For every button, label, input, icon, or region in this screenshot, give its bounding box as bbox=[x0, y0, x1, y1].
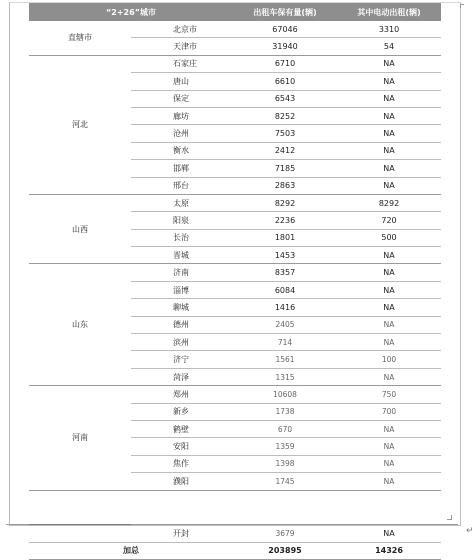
taxi-count-cell: 670 bbox=[233, 421, 337, 438]
city-cell: 沧州 bbox=[131, 125, 233, 142]
spacer-cell bbox=[131, 508, 233, 525]
city-cell: 郑州 bbox=[131, 386, 233, 403]
city-cell: 保定 bbox=[131, 91, 233, 108]
region-cell: 河南 bbox=[29, 386, 131, 490]
electric-count-cell: 3310 bbox=[337, 21, 441, 38]
electric-count-cell: 8292 bbox=[337, 195, 441, 212]
region-cell: 山东 bbox=[29, 264, 131, 386]
taxi-count-cell: 1561 bbox=[233, 351, 337, 368]
electric-count-cell: 700 bbox=[337, 404, 441, 421]
table-body bbox=[29, 21, 441, 491]
electric-count-cell: 750 bbox=[337, 386, 441, 403]
city-cell: 安阳 bbox=[131, 438, 233, 455]
taxi-count-cell: 1453 bbox=[233, 247, 337, 264]
city-cell: 开封 bbox=[131, 525, 233, 542]
spacer-cell bbox=[337, 491, 441, 508]
city-cell: 濮阳 bbox=[131, 473, 233, 490]
total-electric: 14326 bbox=[337, 543, 441, 560]
taxi-count-cell: 67046 bbox=[233, 21, 337, 38]
taxi-count-cell: 6610 bbox=[233, 73, 337, 90]
crop-mark-bottom bbox=[447, 515, 452, 520]
electric-count-cell: NA bbox=[337, 282, 441, 299]
city-cell: 淄博 bbox=[131, 282, 233, 299]
city-cell: 聊城 bbox=[131, 299, 233, 316]
electric-count-cell: NA bbox=[337, 525, 441, 542]
extra-row bbox=[29, 525, 441, 542]
city-cell: 晋城 bbox=[131, 247, 233, 264]
spacer-rows bbox=[29, 491, 441, 526]
city-cell: 阳泉 bbox=[131, 212, 233, 229]
city-cell: 衡水 bbox=[131, 143, 233, 160]
city-cell: 长治 bbox=[131, 230, 233, 247]
taxi-count-cell: 714 bbox=[233, 334, 337, 351]
taxi-count-cell: 8357 bbox=[233, 264, 337, 281]
taxi-count-cell: 6710 bbox=[233, 56, 337, 73]
taxi-count-cell: 6084 bbox=[233, 282, 337, 299]
taxi-count-cell: 1416 bbox=[233, 299, 337, 316]
region-cell bbox=[29, 525, 131, 542]
electric-count-cell: NA bbox=[337, 56, 441, 73]
electric-count-cell: NA bbox=[337, 108, 441, 125]
taxi-count-cell: 8292 bbox=[233, 195, 337, 212]
taxi-count-cell: 1359 bbox=[233, 438, 337, 455]
taxi-count-cell: 31940 bbox=[233, 38, 337, 55]
taxi-count-cell: 1398 bbox=[233, 456, 337, 473]
city-cell: 菏泽 bbox=[131, 369, 233, 386]
electric-count-cell: NA bbox=[337, 421, 441, 438]
spacer-cell bbox=[233, 491, 337, 508]
electric-count-cell: NA bbox=[337, 334, 441, 351]
city-cell: 邯郸 bbox=[131, 160, 233, 177]
taxi-count-cell: 10608 bbox=[233, 386, 337, 403]
city-cell: 邢台 bbox=[131, 178, 233, 195]
taxi-count-cell: 1745 bbox=[233, 473, 337, 490]
header-taxi-count: 出租车保有量(辆) bbox=[253, 7, 317, 17]
electric-count-cell: NA bbox=[337, 91, 441, 108]
taxi-count-cell: 2405 bbox=[233, 317, 337, 334]
electric-count-cell: NA bbox=[337, 473, 441, 490]
electric-count-cell: NA bbox=[337, 143, 441, 160]
taxi-count-cell: 2412 bbox=[233, 143, 337, 160]
taxi-count-cell: 8252 bbox=[233, 108, 337, 125]
city-cell: 焦作 bbox=[131, 456, 233, 473]
city-cell: 济宁 bbox=[131, 351, 233, 368]
taxi-count-cell: 3679 bbox=[233, 525, 337, 542]
electric-count-cell: NA bbox=[337, 160, 441, 177]
spacer-cell bbox=[29, 491, 131, 508]
electric-count-cell: NA bbox=[337, 178, 441, 195]
city-cell: 唐山 bbox=[131, 73, 233, 90]
table-header bbox=[29, 3, 441, 21]
region-cell: 山西 bbox=[29, 195, 131, 265]
electric-count-cell: NA bbox=[337, 456, 441, 473]
electric-count-cell: 54 bbox=[337, 38, 441, 55]
taxi-count-cell: 7185 bbox=[233, 160, 337, 177]
electric-count-cell: NA bbox=[337, 125, 441, 142]
total-row bbox=[29, 543, 441, 560]
crop-mark-top bbox=[460, 4, 464, 8]
taxi-count-cell: 2863 bbox=[233, 178, 337, 195]
electric-count-cell: 500 bbox=[337, 230, 441, 247]
city-cell: 廊坊 bbox=[131, 108, 233, 125]
electric-count-cell: NA bbox=[337, 264, 441, 281]
city-cell: 德州 bbox=[131, 317, 233, 334]
taxi-count-cell: 6543 bbox=[233, 91, 337, 108]
taxi-count-cell: 1315 bbox=[233, 369, 337, 386]
city-cell: 滨州 bbox=[131, 334, 233, 351]
city-cell: 太原 bbox=[131, 195, 233, 212]
city-cell: 天津市 bbox=[131, 38, 233, 55]
header-electric: 其中电动出租(辆) bbox=[357, 7, 421, 17]
region-cell: 河北 bbox=[29, 56, 131, 195]
city-cell: 北京市 bbox=[131, 21, 233, 38]
paragraph-mark-icon: ↵ bbox=[466, 526, 474, 536]
electric-count-cell: NA bbox=[337, 299, 441, 316]
city-cell: 鹤壁 bbox=[131, 421, 233, 438]
electric-count-cell: NA bbox=[337, 438, 441, 455]
city-cell: 新乡 bbox=[131, 404, 233, 421]
total-label: 加总 bbox=[29, 543, 233, 560]
spacer-cell bbox=[131, 491, 233, 508]
city-cell: 济南 bbox=[131, 264, 233, 281]
taxi-table bbox=[29, 3, 441, 560]
header-city: “2+26”城市 bbox=[106, 7, 156, 17]
total-taxis: 203895 bbox=[233, 543, 337, 560]
taxi-count-cell: 1738 bbox=[233, 404, 337, 421]
taxi-count-cell: 2236 bbox=[233, 212, 337, 229]
electric-count-cell: NA bbox=[337, 247, 441, 264]
electric-count-cell: NA bbox=[337, 317, 441, 334]
electric-count-cell: NA bbox=[337, 73, 441, 90]
spacer-cell bbox=[29, 508, 131, 525]
city-cell: 石家庄 bbox=[131, 56, 233, 73]
spacer-cell bbox=[233, 508, 337, 525]
electric-count-cell: NA bbox=[337, 369, 441, 386]
electric-count-cell: 720 bbox=[337, 212, 441, 229]
region-cell: 直辖市 bbox=[29, 21, 131, 56]
electric-count-cell: 100 bbox=[337, 351, 441, 368]
taxi-count-cell: 1801 bbox=[233, 230, 337, 247]
taxi-count-cell: 7503 bbox=[233, 125, 337, 142]
spacer-cell bbox=[337, 508, 441, 525]
